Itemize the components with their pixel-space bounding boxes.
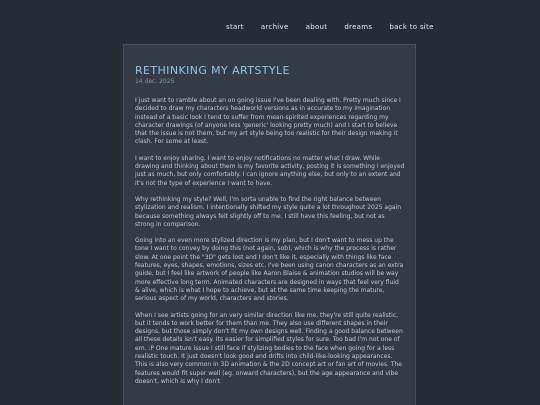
post-paragraph: Going into an even more stylized direction is my plan, but I don't want to mess up the tone I want to convey by doing this (not again, sob), which is why the process is rather slow. At one point the "3D" gets lost and I don't like it, especially with things like face features, eyes, shapes, emotions, sizes etc. I've been using canon characters as an extra guide, but I feel like artwork of people like Aaron Blaise & animation studios will be way more effective long term. Animated characters are designed in ways that feel very fluid & alive, which is what I hope to achieve, but at the same time keeping the mature, serious aspect of my world, characters and stories.	[135, 237, 404, 303]
post-date: 14 dec. 2025	[135, 78, 175, 85]
post-title: RETHINKING MY ARTSTYLE	[135, 64, 290, 77]
nav-link-back-to-site[interactable]: back to site	[389, 23, 434, 31]
post-panel	[123, 44, 416, 405]
nav-link-dreams[interactable]: dreams	[344, 23, 373, 31]
post-paragraph: I just want to ramble about an on going issue I've been dealing with. Pretty much since I decided to draw my characters headworld versions as in accurate to my imagination instead of a basic look I tend to suffer from mean-spirited experiences regarding my character drawings (of anyone less 'generic' looking pretty much) and I start to believe that the issue is not them, but my art style being too realistic for their design making it clash. For some at least.	[135, 97, 401, 146]
post-paragraph: Why rethinking my style? Well, I'm sorta unable to find the right balance between stylization and realism. I intentionally shifted my style quite a lot throughout 2025 again because something always felt slightly off to me. I still have this feeling, but not as strong in comparison.	[135, 195, 402, 228]
post-paragraph: When I see artists going for an very similar direction like me, they're still quite realistic, but it tends to work better for them than me. They also use different shapes in their designs, but those simply don't fit my own designs well. Finding a good balance between all these details isn't easy. Its easier for simplified styles for sure. Too bad I'm not one of em. :P One mature issue I still face if stylizing bodies to the face when going for a less realistic touch. It just doesn't look good and drifts into child-like-looking appearances. This is also very common in 3D animation & the 2D concept art or fan art of movies. The features would fit super well (eg. onward characters), but the age appearance and vibe doesn't, which is why I don't	[135, 311, 403, 385]
post-body	[135, 97, 405, 394]
nav-link-start[interactable]: start	[226, 23, 244, 31]
post-paragraph: I want to enjoy sharing, I want to enjoy notifications no matter what I draw. While drawing and thinking about them is my favorite activity, posting it is something I enjoyed just as much, but only comfortably. I can ignore anything else, but only to an extent and it's not the type of experience I want to have.	[135, 154, 405, 187]
nav-link-archive[interactable]: archive	[260, 23, 289, 31]
nav-link-about[interactable]: about	[305, 23, 328, 31]
top-navigation	[226, 23, 451, 31]
